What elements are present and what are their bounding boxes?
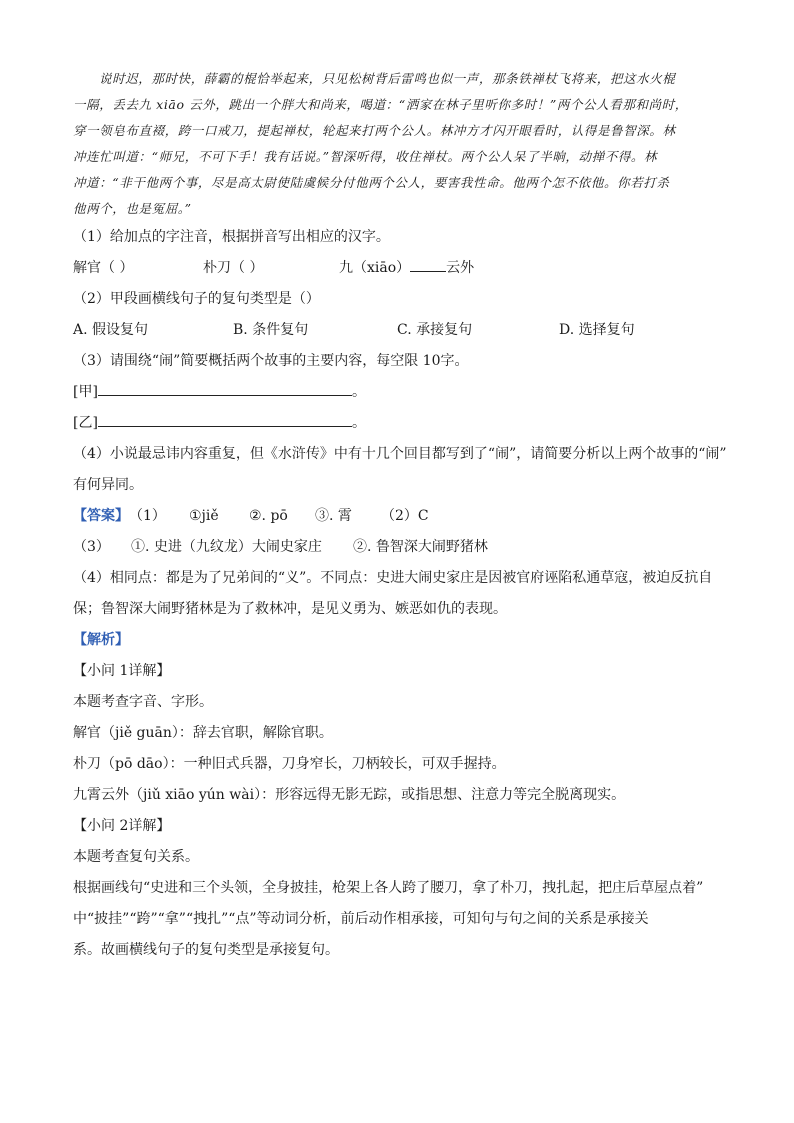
passage — [73, 66, 733, 222]
passage-line: 冲连忙叫道：“师兄，不可下手！我有话说。”智深听得，收住禅杖。两个公人呆了半晌，动掸不得。林 — [73, 149, 658, 164]
analysis-sub1-line: 解官（jiě guān）：辞去官职，解除官职。 — [73, 725, 333, 741]
option-c: C. 承接复句 — [397, 322, 473, 338]
analysis-sub1-line: 九霄云外（jiǔ xiāo yún wài）：形容远得无影无踪，或指思想、注意力等完全脱离现实。 — [73, 787, 626, 803]
question-4-line1: （4）小说最忌讳内容重复，但《水浒传》中有十几个回目都写到了“闹”，请简要分析以上两个故事的“闹” — [73, 446, 727, 462]
question-2-options — [73, 315, 733, 346]
yi-label: [乙] — [73, 415, 98, 431]
question-3: （3）请围绕“闹”简要概括两个故事的主要内容，每空限 10字。 — [73, 353, 469, 369]
answer-line-1 — [73, 501, 733, 532]
analysis-sub2-line: 中“披挂”“跨”“拿”“拽扎”“点”等动词分析，前后动作相承接，可知句与句之间的关系是承接关 — [73, 911, 649, 927]
option-a: A. 假设复句 — [73, 322, 149, 338]
question-3-yi — [73, 408, 733, 439]
q1-item-xiao-prefix: 九（xiāo） — [339, 260, 411, 276]
answer-3-item: ②. 鲁智深大闹野猪林 — [353, 539, 488, 555]
answer-tag: 【答案】 — [73, 508, 129, 524]
passage-line: 冲道：“非干他两个事，尽是高太尉使陆虞候分付他两个公人，要害我性命。他两个怎不依他。你若打杀 — [73, 175, 670, 190]
q1-item-podao: 朴刀（ ） — [203, 260, 264, 276]
answer-4-line2: 保；鲁智深大闹野猪林是为了救林冲，是见义勇为、嫉恶如仇的表现。 — [73, 601, 507, 617]
question-3-jia — [73, 377, 733, 408]
answer-1-item: ③. 霄 — [315, 508, 352, 524]
q1-blank[interactable] — [410, 256, 446, 272]
question-2: （2）甲段画横线句子的复句类型是（） — [73, 291, 320, 307]
question-1-items — [73, 253, 733, 284]
analysis-sub1-heading: 【小问 1详解】 — [73, 663, 171, 679]
document-page — [73, 66, 733, 966]
analysis-tag: 【解析】 — [73, 632, 129, 648]
answer-1-label: （1） — [129, 508, 166, 524]
option-d: D. 选择复句 — [559, 322, 635, 338]
jia-blank[interactable] — [98, 380, 352, 396]
answer-3-label: （3） — [73, 539, 110, 555]
passage-line: 他两个，也是冤屈。” — [73, 201, 192, 216]
option-b: B. 条件复句 — [233, 322, 309, 338]
question-4-line2: 有何异同。 — [73, 477, 143, 493]
answer-2: （2）C — [381, 508, 429, 524]
passage-line: 一隔，丢去九 xiāo 云外，跳出一个胖大和尚来，喝道：“洒家在林子里听你多时！”两个公人看那和尚时， — [73, 97, 688, 112]
answer-1-item: ②. pō — [249, 508, 288, 524]
jia-end: 。 — [351, 384, 366, 400]
analysis-sub1-line: 朴刀（pō dāo）：一种旧式兵器，刀身窄长，刀柄较长，可双手握持。 — [73, 756, 506, 772]
analysis-sub2-line: 系。故画横线句子的复句类型是承接复句。 — [73, 942, 339, 958]
q1-item-jieguan: 解官（ ） — [73, 260, 134, 276]
passage-line: 穿一领皂布直裰，跨一口戒刀，提起禅杖，轮起来打两个公人。林冲方才闪开眼看时，认得是鲁智深。林 — [73, 123, 676, 138]
passage-line: 说时迟，那时快，薛霸的棍恰举起来，只见松树背后雷鸣也似一声，那条铁禅杖飞将来，把这水火棍 — [99, 71, 676, 86]
q1-item-xiao-suffix: 云外 — [446, 260, 475, 276]
analysis-sub2-intro: 本题考查复句关系。 — [73, 849, 199, 865]
answer-3-item: ①. 史进（九纹龙）大闹史家庄 — [131, 539, 322, 555]
question-1: （1）给加点的字注音，根据拼音写出相应的汉字。 — [73, 229, 390, 245]
analysis-sub2-line: 根据画线句“史进和三个头领，全身披挂，枪架上各人跨了腰刀，拿了朴刀，拽扎起，把庄后草屋点着” — [73, 880, 704, 896]
analysis-sub2-heading: 【小问 2详解】 — [73, 818, 171, 834]
analysis-sub1-intro: 本题考查字音、字形。 — [73, 694, 213, 710]
answer-4-line1: （4）相同点：都是为了兄弟间的“义”。不同点：史进大闹史家庄是因被官府诬陷私通草寇，被迫反抗自 — [73, 570, 713, 586]
yi-end: 。 — [351, 415, 366, 431]
yi-blank[interactable] — [98, 411, 352, 427]
answer-line-3 — [73, 532, 733, 563]
jia-label: [甲] — [73, 384, 98, 400]
answer-1-item: ①jiě — [189, 508, 219, 524]
